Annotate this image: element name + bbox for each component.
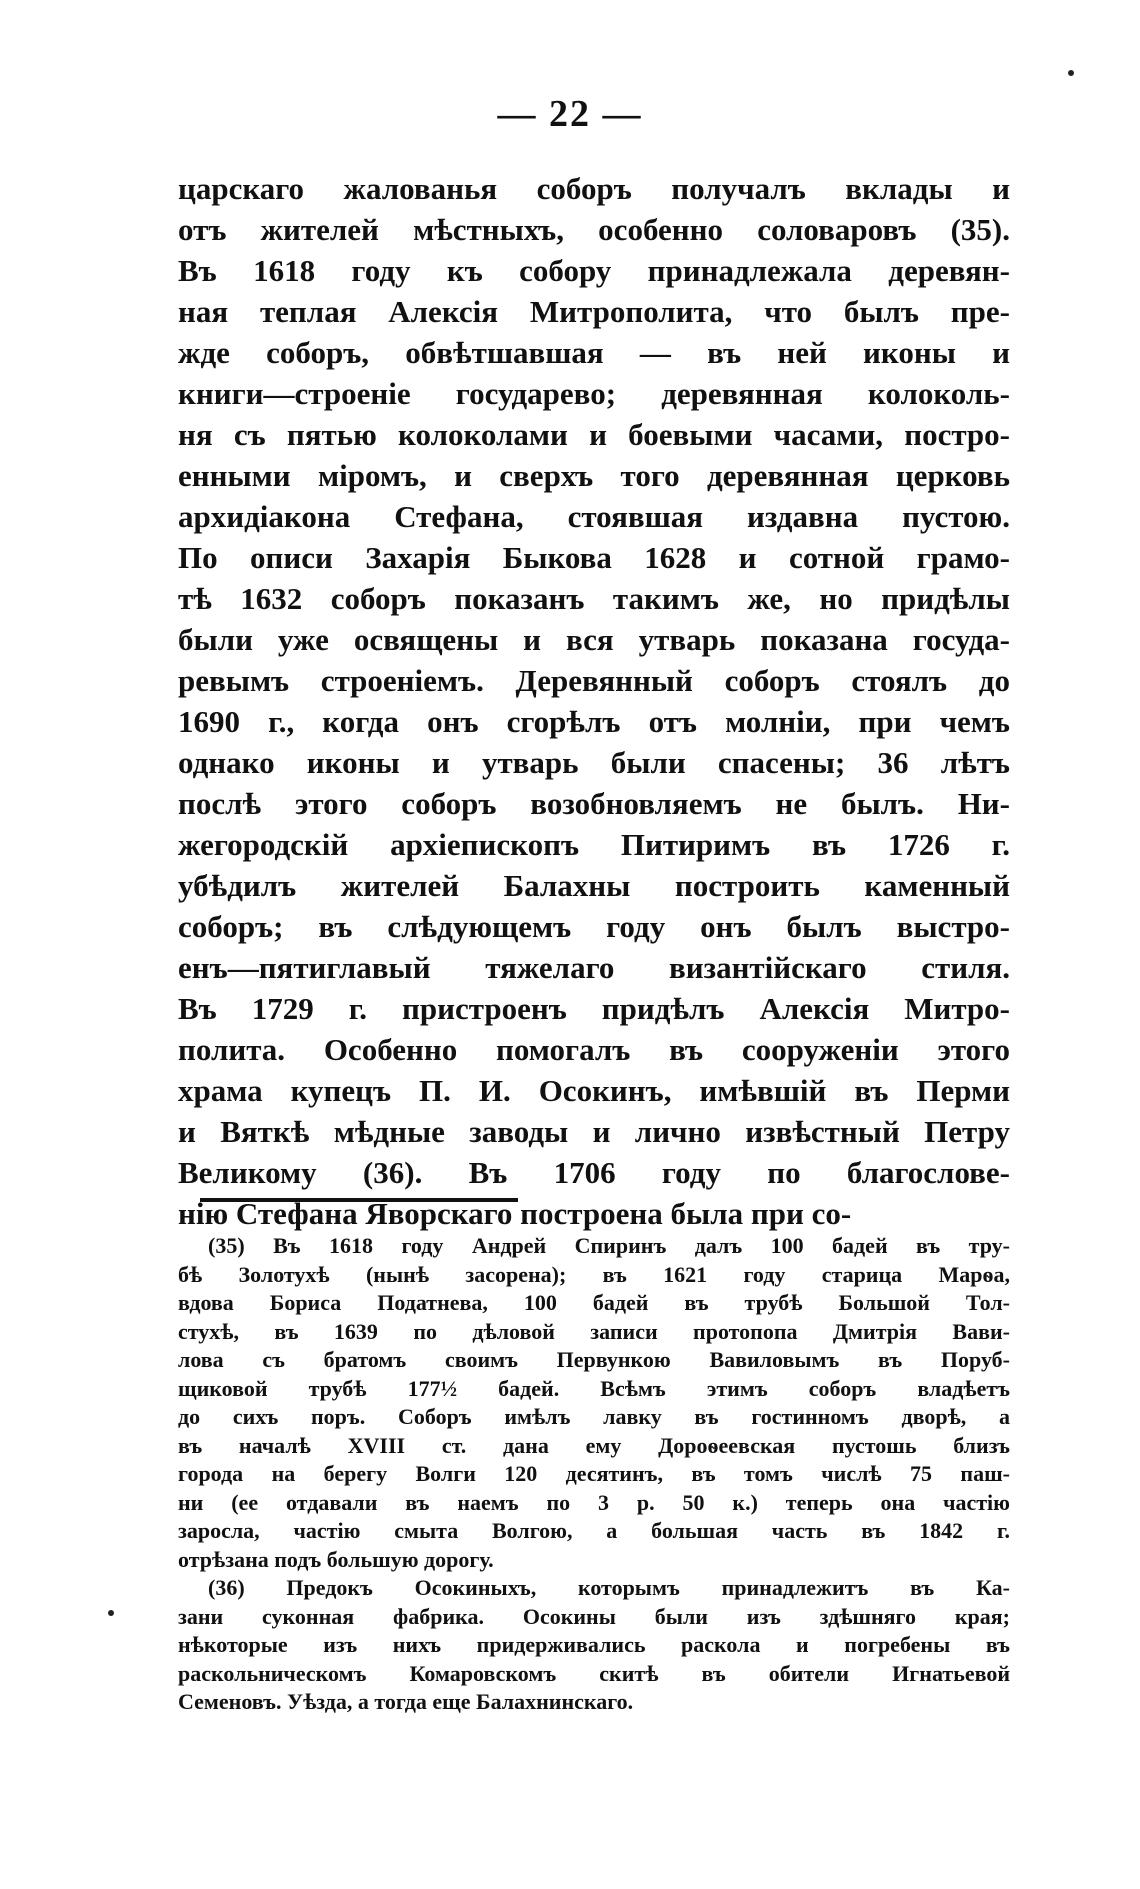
- text-line: По описи Захарія Быкова 1628 и сотной грамо-: [178, 540, 1010, 575]
- footnote-line: щиковой трубѣ 177½ бадей. Всѣмъ этимъ соборъ владѣетъ: [178, 1375, 1010, 1401]
- footnote-line: города на берегу Волги 120 десятинъ, въ томъ числѣ 75 паш-: [178, 1461, 1010, 1486]
- footnote-35: [178, 1232, 1010, 1574]
- footnote-line: нѣкоторые изъ нихъ придерживались раскола и погребены въ: [178, 1632, 1010, 1657]
- text-line: ная теплая Алексія Митрополита, что былъ пре-: [178, 294, 1010, 329]
- footnote-line: заросла, частію смыта Волгою, а большая часть въ 1842 г.: [178, 1518, 1010, 1543]
- text-line: Въ 1729 г. пристроенъ придѣлъ Алексія Митро-: [178, 991, 1010, 1026]
- text-line: архидіакона Стефана, стоявшая издавна пустою.: [178, 499, 1010, 534]
- footnote-line: лова съ братомъ своимъ Первункою Вавиловымъ въ Поруб-: [178, 1347, 1010, 1372]
- footnote-36: [178, 1574, 1010, 1717]
- footnote-line: отрѣзана подъ большую дорогу.: [178, 1546, 494, 1572]
- footnote-line: Семеновъ. Уѣзда, а тогда еще Балахнинскаго.: [178, 1689, 634, 1714]
- text-line: убѣдилъ жителей Балахны построить каменный: [178, 868, 1010, 903]
- text-line: книги—строеніе государево; деревянная колоколь-: [178, 376, 1010, 411]
- footnote-line: (36) Предокъ Осокиныхъ, которымъ принадлежитъ въ Ка-: [208, 1575, 1010, 1600]
- text-line: тѣ 1632 соборъ показанъ такимъ же, но придѣлы: [178, 581, 1010, 616]
- footnote-line: ни (ее отдавали въ наемъ по 3 р. 50 к.) теперь она частію: [178, 1489, 1010, 1515]
- text-line: ня съ пятью колоколами и боевыми часами, постро-: [178, 417, 1010, 452]
- ink-speck: [108, 1610, 114, 1616]
- text-line: храма купецъ П. И. Осокинъ, имѣвшій въ Перми: [178, 1073, 1010, 1108]
- footnote-line: вдова Бориса Податнева, 100 бадей въ трубѣ Большой Тол-: [178, 1290, 1010, 1315]
- footnote-line: въ началѣ XVIII ст. дана ему Дороѳеевская пустошь близъ: [178, 1432, 1010, 1458]
- footnote-line: стухѣ, въ 1639 по дѣловой записи протопопа Дмитрія Вави-: [178, 1318, 1010, 1344]
- text-line: царскаго жалованья соборъ получалъ вклады и: [178, 171, 1010, 206]
- text-line: енъ—пятиглавый тяжелаго византійскаго стиля.: [178, 950, 1010, 985]
- text-line: Въ 1618 году къ собору принадлежала деревян-: [178, 253, 1010, 288]
- text-line: Великому (36). Въ 1706 году по благослове-: [178, 1155, 1010, 1190]
- footnote-line: (35) Въ 1618 году Андрей Спиринъ далъ 100 бадей въ тру-: [208, 1233, 1010, 1258]
- footnote-separator-rule: [200, 1198, 518, 1202]
- text-line: однако иконы и утварь были спасены; 36 лѣтъ: [178, 745, 1010, 780]
- main-text: [178, 168, 1010, 1234]
- footnote-line: зани суконная фабрика. Осокины были изъ здѣшняго края;: [178, 1603, 1010, 1629]
- text-line: и Вяткѣ мѣдные заводы и лично извѣстный Петру: [178, 1114, 1010, 1149]
- footnote-line: до сихъ поръ. Соборъ имѣлъ лавку въ гостинномъ дворѣ, а: [178, 1404, 1010, 1429]
- footnote-line: бѣ Золотухѣ (нынѣ засорена); въ 1621 году старица Марѳа,: [178, 1261, 1010, 1287]
- page-number: — 22 —: [497, 93, 643, 135]
- text-line: были уже освящены и вся утварь показана госуда-: [178, 622, 1010, 657]
- ink-speck: [1068, 70, 1074, 76]
- text-line: соборъ; въ слѣдующемъ году онъ былъ выстро-: [178, 909, 1010, 944]
- text-line: енными міромъ, и сверхъ того деревянная церковь: [178, 458, 1010, 493]
- text-line: полита. Особенно помогалъ въ сооруженіи этого: [178, 1032, 1010, 1067]
- text-line: жде соборъ, обвѣтшавшая — въ ней иконы и: [178, 335, 1010, 370]
- text-line: отъ жителей мѣстныхъ, особенно соловаровъ (35).: [178, 212, 1010, 247]
- footnotes: [178, 1232, 1010, 1717]
- text-line: ревымъ строеніемъ. Деревянный соборъ стоялъ до: [178, 663, 1010, 698]
- text-line: послѣ этого соборъ возобновляемъ не былъ. Ни-: [178, 786, 1010, 821]
- footnote-line: раскольническомъ Комаровскомъ скитѣ въ обители Игнатьевой: [178, 1660, 1010, 1686]
- text-line: жегородскій архіепископъ Питиримъ въ 1726 г.: [178, 827, 1010, 862]
- text-line: 1690 г., когда онъ сгорѣлъ отъ молніи, при чемъ: [178, 704, 1010, 739]
- text-line: нію Стефана Яворскаго построена была при со-: [178, 1196, 852, 1231]
